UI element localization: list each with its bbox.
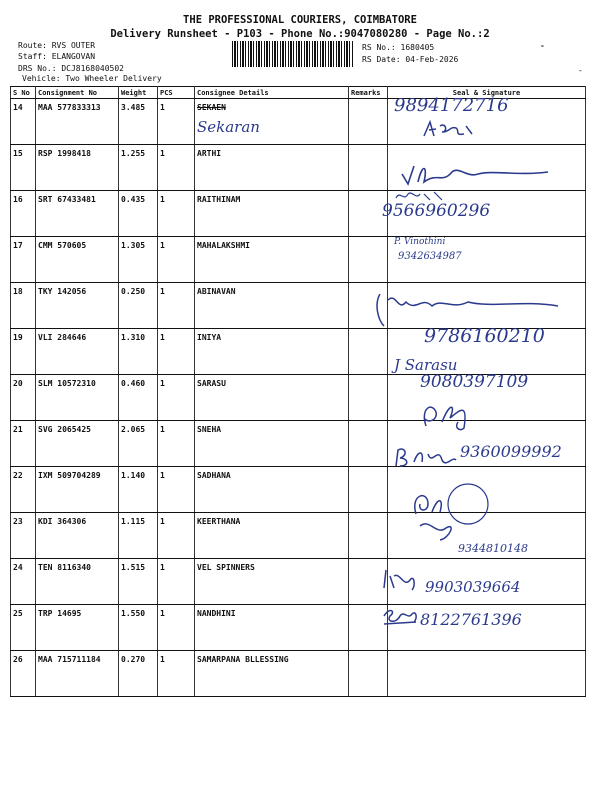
consignment-cell: RSP 1998418: [36, 145, 119, 191]
consignment-cell: VLI 284646: [36, 329, 119, 375]
consignee-cell: SAMARPANA BLLESSING: [195, 651, 349, 697]
signature: [372, 290, 562, 330]
pcs-cell: 1: [158, 651, 195, 697]
weight-cell: 1.115: [119, 513, 158, 559]
remarks-cell: [349, 329, 388, 375]
handwritten-phone: 9894172716: [394, 95, 509, 116]
handwritten-phone: 9786160210: [424, 325, 545, 347]
sno-cell: 24: [11, 559, 36, 605]
rs-number: RS No.: 1680405: [362, 43, 435, 52]
weight-cell: 0.250: [119, 283, 158, 329]
consignee-cell: ABINAVAN: [195, 283, 349, 329]
pcs-cell: 1: [158, 145, 195, 191]
consignee-cell: ARTHI: [195, 145, 349, 191]
sno-cell: 25: [11, 605, 36, 651]
remarks-cell: [349, 651, 388, 697]
route-label: Route: RVS OUTER: [18, 41, 96, 50]
consignment-cell: MAA 577833313: [36, 99, 119, 145]
sno-cell: 15: [11, 145, 36, 191]
vehicle-label: Vehicle: Two Wheeler Delivery: [22, 74, 162, 83]
signature: [380, 566, 420, 592]
pcs-cell: 1: [158, 99, 195, 145]
pen-mark: ˚: [540, 45, 545, 54]
remarks-cell: [349, 513, 388, 559]
signature: [380, 602, 420, 628]
weight-cell: 1.550: [119, 605, 158, 651]
remarks-cell: [349, 99, 388, 145]
consignee-cell: MAHALAKSHMI: [195, 237, 349, 283]
pen-mark: -: [578, 66, 583, 75]
pcs-cell: 1: [158, 559, 195, 605]
consignee-cell: VEL SPINNERS: [195, 559, 349, 605]
handwritten-name: J Sarasu: [394, 356, 458, 374]
sno-cell: 19: [11, 329, 36, 375]
drs-number: DRS No.: DCJ8168040502: [18, 64, 124, 73]
remarks-cell: [349, 467, 388, 513]
remarks-cell: [349, 145, 388, 191]
pcs-cell: 1: [158, 329, 195, 375]
weight-cell: 1.310: [119, 329, 158, 375]
pcs-cell: 1: [158, 513, 195, 559]
pcs-cell: 1: [158, 191, 195, 237]
barcode: [232, 41, 354, 67]
handwritten-phone: 9342634987: [398, 251, 462, 262]
runsheet-subtitle: Delivery Runsheet - P103 - Phone No.:9047080280 - Page No.:2: [110, 28, 490, 40]
weight-cell: 0.435: [119, 191, 158, 237]
signature: [416, 398, 486, 432]
col-consignment-no: Consignment No: [36, 87, 119, 99]
table-row: [11, 651, 586, 697]
sno-cell: 17: [11, 237, 36, 283]
pcs-cell: 1: [158, 467, 195, 513]
weight-cell: 0.270: [119, 651, 158, 697]
sno-cell: 26: [11, 651, 36, 697]
pcs-cell: 1: [158, 375, 195, 421]
weight-cell: 2.065: [119, 421, 158, 467]
consignment-cell: TEN 8116340: [36, 559, 119, 605]
consignee-cell: NANDHINI: [195, 605, 349, 651]
pcs-cell: 1: [158, 605, 195, 651]
consignment-cell: SRT 67433481: [36, 191, 119, 237]
col-consignee-details: Consignee Details: [195, 87, 349, 99]
pcs-cell: 1: [158, 283, 195, 329]
weight-cell: 1.255: [119, 145, 158, 191]
col-remarks: Remarks: [349, 87, 388, 99]
col-seal-signature: Seal & Signature: [388, 87, 586, 99]
weight-cell: 1.305: [119, 237, 158, 283]
remarks-cell: [349, 237, 388, 283]
consignee-cell: SARASU: [195, 375, 349, 421]
sno-cell: 23: [11, 513, 36, 559]
sno-cell: 16: [11, 191, 36, 237]
handwritten-phone: 9903039664: [425, 578, 521, 596]
consignment-cell: MAA 715711184: [36, 651, 119, 697]
consignee-cell: SNEHA: [195, 421, 349, 467]
consignment-cell: TKY 142056: [36, 283, 119, 329]
consignee-cell: SEKAEN: [195, 99, 349, 145]
consignee-cell: SADHANA: [195, 467, 349, 513]
col-weight: Weight: [119, 87, 158, 99]
pcs-cell: 1: [158, 421, 195, 467]
handwritten-phone: 9344810148: [458, 542, 528, 555]
consignment-cell: KDI 364306: [36, 513, 119, 559]
handwritten-name: Sekaran: [197, 118, 260, 136]
consignee-cell: KEERTHANA: [195, 513, 349, 559]
signature: [398, 158, 558, 188]
handwritten-name: P. Vinothini: [394, 237, 446, 247]
weight-cell: 1.515: [119, 559, 158, 605]
consignment-cell: SLM 10572310: [36, 375, 119, 421]
signature: [420, 118, 480, 140]
table-row: [11, 191, 586, 237]
consignee-cell: RAITHINAM: [195, 191, 349, 237]
pcs-cell: 1: [158, 237, 195, 283]
consignment-cell: IXM 509704289: [36, 467, 119, 513]
sno-cell: 18: [11, 283, 36, 329]
sno-cell: 22: [11, 467, 36, 513]
sno-cell: 20: [11, 375, 36, 421]
consignment-cell: TRP 14695: [36, 605, 119, 651]
consignment-cell: CMM 570605: [36, 237, 119, 283]
handwritten-phone: 8122761396: [420, 610, 522, 629]
weight-cell: 0.460: [119, 375, 158, 421]
remarks-cell: [349, 421, 388, 467]
signature: [390, 188, 450, 204]
weight-cell: 1.140: [119, 467, 158, 513]
sno-cell: 14: [11, 99, 36, 145]
handwritten-phone: 9566960296: [382, 201, 491, 221]
staff-label: Staff: ELANGOVAN: [18, 52, 96, 61]
company-title: THE PROFESSIONAL COURIERS, COIMBATORE: [183, 14, 417, 26]
remarks-cell: [349, 375, 388, 421]
signature: [392, 442, 458, 472]
handwritten-phone: 9360099992: [460, 442, 562, 461]
rs-date: RS Date: 04-Feb-2026: [362, 55, 459, 64]
consignment-cell: SVG 2065425: [36, 421, 119, 467]
col-pcs: PCS: [158, 87, 195, 99]
table-row: [11, 237, 586, 283]
sno-cell: 21: [11, 421, 36, 467]
consignee-cell: INIYA: [195, 329, 349, 375]
signature: [410, 478, 500, 548]
signature-cell: [388, 651, 586, 697]
weight-cell: 3.485: [119, 99, 158, 145]
handwritten-phone: 9080397109: [420, 372, 529, 392]
col-sno: S No: [11, 87, 36, 99]
